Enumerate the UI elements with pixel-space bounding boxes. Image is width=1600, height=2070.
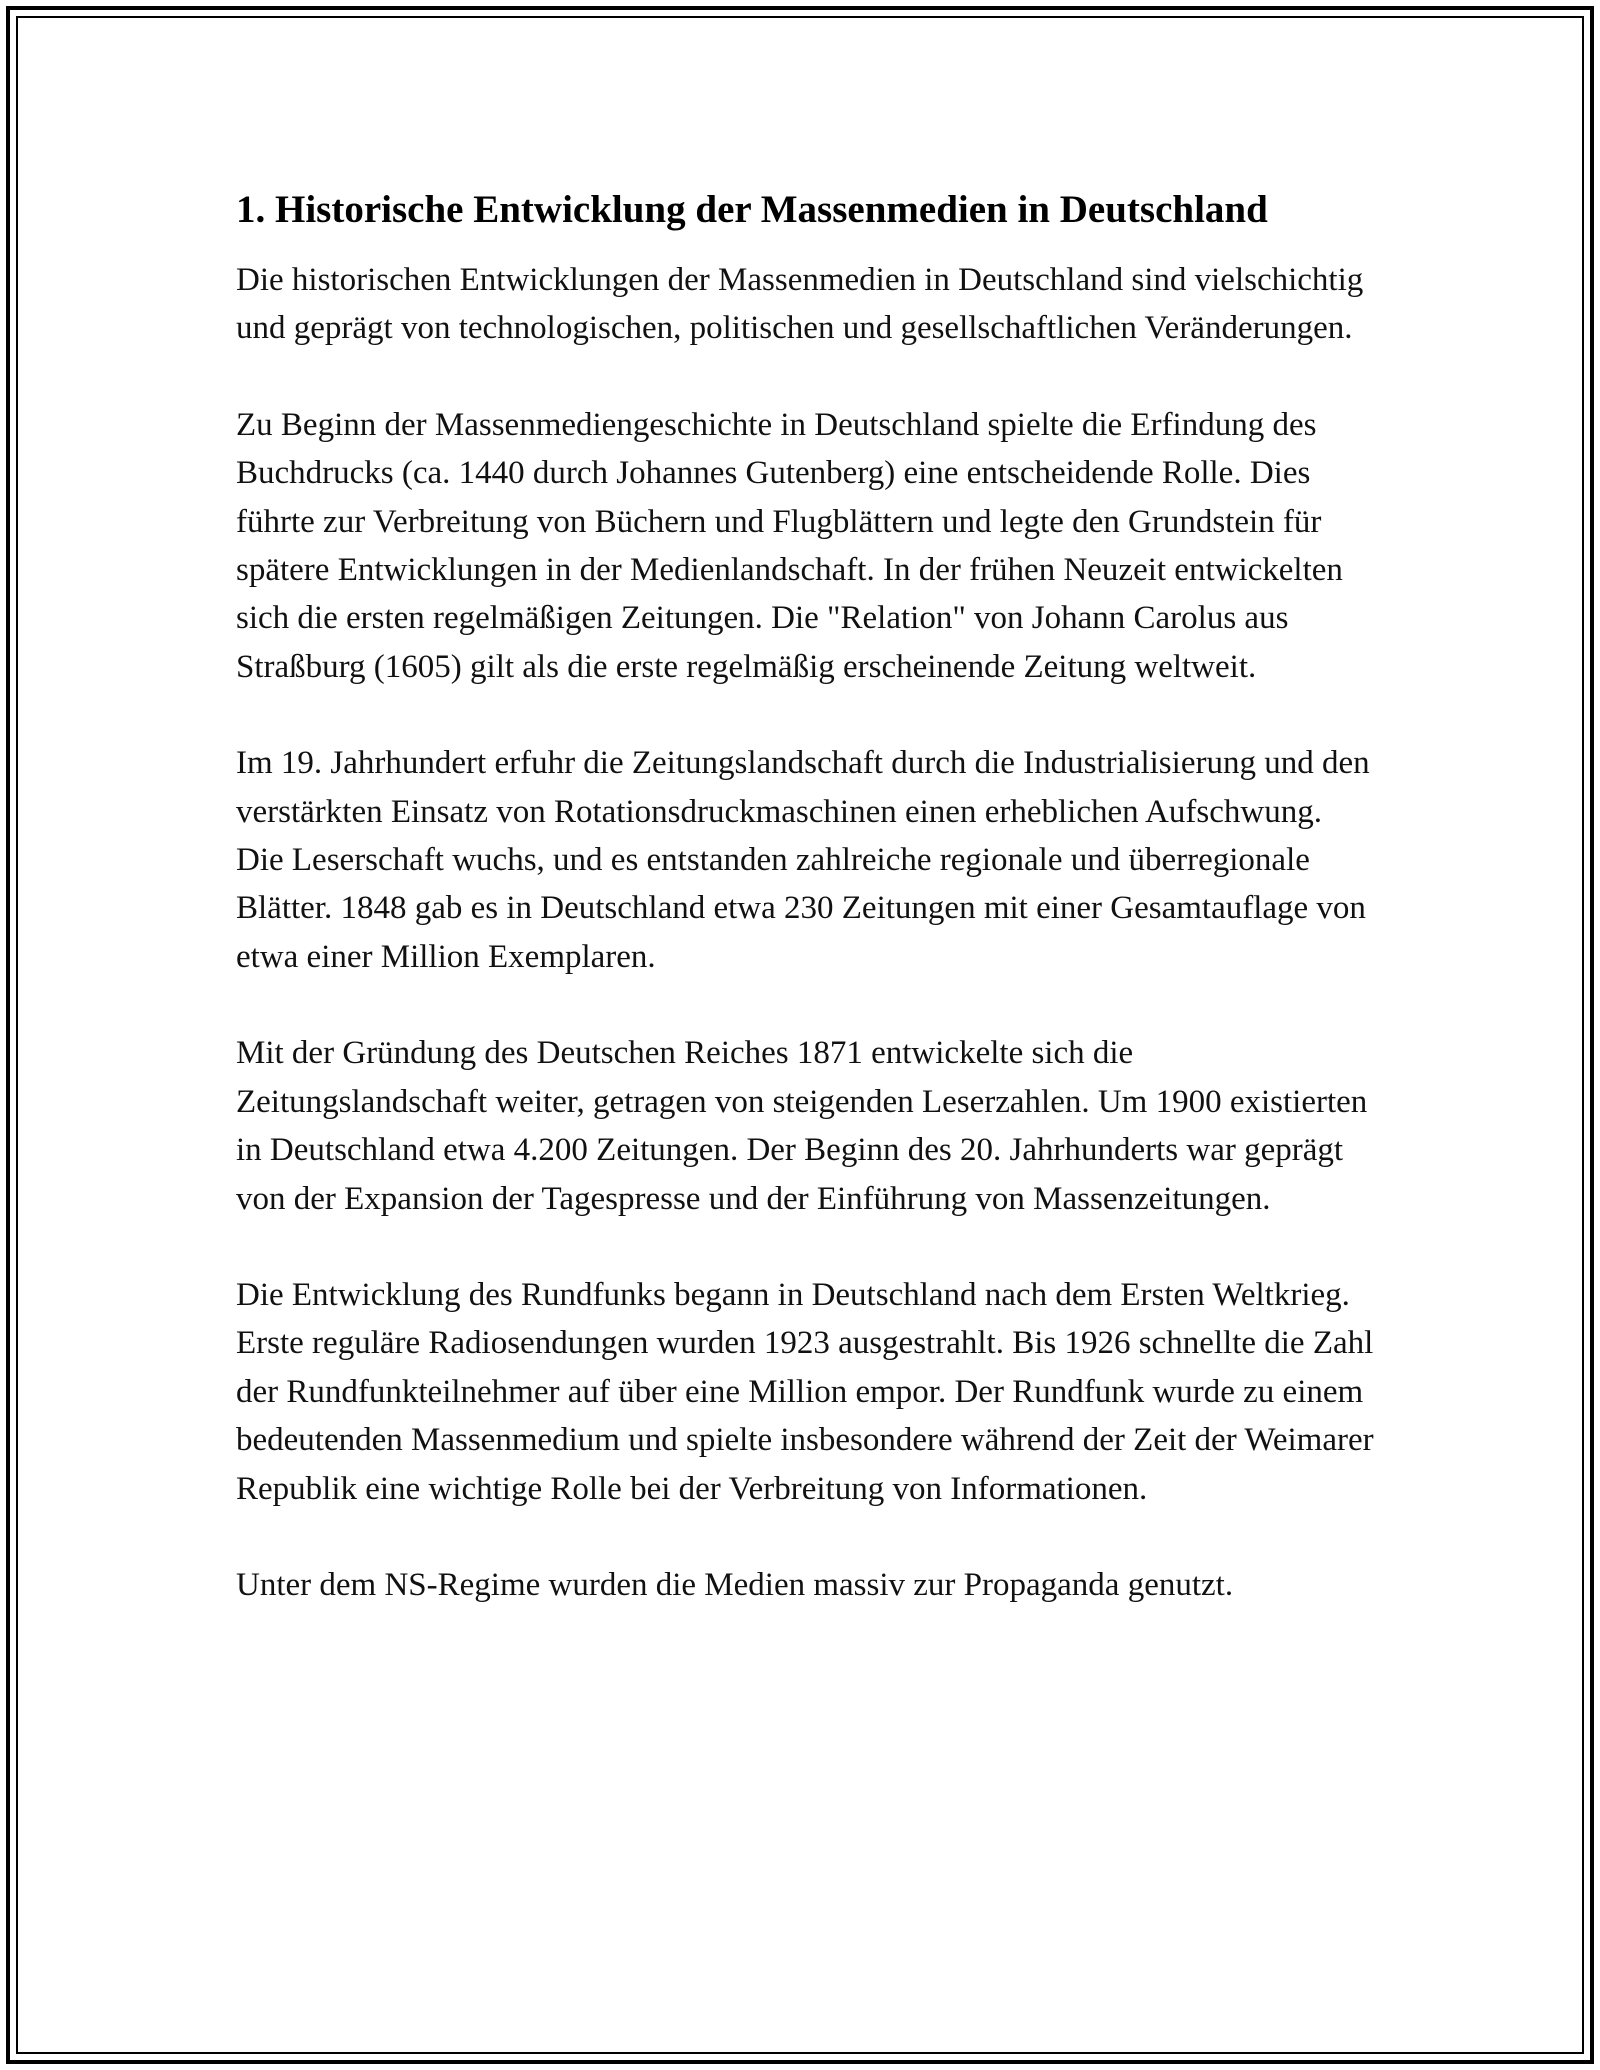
section-heading: 1. Historische Entwicklung der Massenmedien in Deutschland	[236, 188, 1268, 231]
paragraph-19-jahrhundert: Im 19. Jahrhundert erfuhr die Zeitungslandschaft durch die Industrialisierung und den verstärkten Einsatz von Rotationsdruckmaschinen einen erheblichen Aufschwung. Die Leserschaft wuchs, und es entstanden zahlreiche regionale und überregionale Blätter. 1848 gab es in Deutschland etwa 230 Zeitungen mit einer Gesamtauflage von etwa einer Million Exemplaren.	[236, 745, 1370, 975]
paragraph-rundfunk: Die Entwicklung des Rundfunks begann in Deutschland nach dem Ersten Weltkrieg. Erste reguläre Radiosendungen wurden 1923 ausgestrahlt. Bis 1926 schnellte die Zahl der Rundfunkteilnehmer auf über eine Million empor. Der Rundfunk wurde zu einem bedeutenden Massenmedium und spielte insbesondere während der Zeit der Weimarer Republik eine wichtige Rolle bei der Verbreitung von Informationen.	[236, 1276, 1374, 1507]
paragraph-deutsches-reich: Mit der Gründung des Deutschen Reiches 1871 entwickelte sich die Zeitungslandschaft weiter, getragen von steigenden Leserzahlen. Um 1900 existierten in Deutschland etwa 4.200 Zeitungen. Der Beginn des 20. Jahrhunderts war geprägt von der Expansion der Tagespresse und der Einführung von Massenzeitungen.	[236, 1035, 1368, 1217]
document-body	[236, 184, 1376, 1609]
paragraph-ns-regime: Unter dem NS-Regime wurden die Medien massiv zur Propaganda genutzt.	[236, 1566, 1234, 1603]
paragraph-intro: Die historischen Entwicklungen der Massenmedien in Deutschland sind vielschichtig und geprägt von technologischen, politischen und gesellschaftlichen Veränderungen.	[236, 262, 1364, 347]
paragraph-buchdruck: Zu Beginn der Massenmediengeschichte in Deutschland spielte die Erfindung des Buchdrucks (ca. 1440 durch Johannes Gutenberg) eine entscheidende Rolle. Dies führte zur Verbreitung von Büchern und Flugblättern und legte den Grundstein für spätere Entwicklungen in der Medienlandschaft. In der frühen Neuzeit entwickelten sich die ersten regelmäßigen Zeitungen. Die "Relation" von Johann Carolus aus Straßburg (1605) gilt als die erste regelmäßig erscheinende Zeitung weltweit.	[236, 406, 1343, 685]
